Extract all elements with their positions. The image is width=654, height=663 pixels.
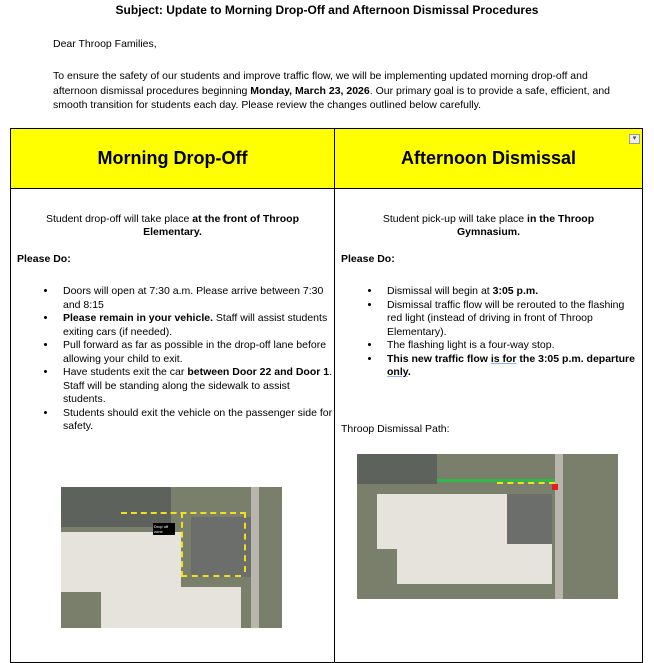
list-item: • Doors will open at 7:30 a.m. Please arrive between 7:30 and 8:15 xyxy=(57,285,334,312)
please-do-label: Please Do: xyxy=(17,253,71,265)
list-item: • Have students exit the car between Door 22 and Door 1. Staff will be standing along the sidewalk to assist students. xyxy=(57,366,334,407)
list-item: • Dismissal traffic flow will be rerouted to the flashing red light (instead of driving in front of Throop Elementary). xyxy=(381,299,642,340)
dropoff-zone-label: Drop off zone xyxy=(153,523,175,535)
morning-cell xyxy=(11,189,335,663)
dismissal-path-label: Throop Dismissal Path: xyxy=(341,423,450,435)
dropoff-map-image xyxy=(61,487,282,628)
intro-paragraph xyxy=(53,69,613,113)
dismissal-map-image xyxy=(357,454,618,599)
afternoon-cell xyxy=(335,189,643,663)
table-dropdown-icon[interactable]: ▾ xyxy=(629,134,640,144)
list-item: • This new traffic flow is for the 3:05 p.m. departure only. xyxy=(381,353,642,380)
list-item: • Dismissal will begin at 3:05 p.m. xyxy=(381,285,642,299)
subject-heading: Subject: Update to Morning Drop-Off and Afternoon Dismissal Procedures xyxy=(115,3,539,17)
start-date: Monday, March 23, 2026 xyxy=(250,84,370,97)
intro-text: . Our primary goal is to provide a safe, efficient, and smooth transition for students each day. Please review the changes outlined below carefully. xyxy=(53,84,610,111)
list-item: • Students should exit the vehicle on the passenger side for safety. xyxy=(57,407,334,434)
afternoon-header: Afternoon Dismissal xyxy=(335,129,643,189)
afternoon-lead: Student pick-up will take place in the Throop Gymnasium. xyxy=(382,213,595,238)
greeting: Dear Throop Families, xyxy=(53,38,157,50)
morning-header: Morning Drop-Off xyxy=(11,129,335,189)
procedures-table xyxy=(10,128,643,663)
afternoon-list xyxy=(363,285,642,380)
intro-text: To ensure the safety of our students and improve traffic flow, we will be implementing updated morning drop-off and afternoon dismissal procedures beginning xyxy=(53,70,588,97)
morning-lead: Student drop-off will take place at the front of Throop Elementary. xyxy=(45,213,300,238)
please-do-label: Please Do: xyxy=(341,253,395,265)
list-item: • Please remain in your vehicle. Staff will assist students exiting cars (if needed). xyxy=(57,312,334,339)
list-item: • The flashing light is a four-way stop. xyxy=(381,339,642,353)
list-item: • Pull forward as far as possible in the drop-off lane before allowing your child to exit. xyxy=(57,339,334,366)
morning-list xyxy=(39,285,334,434)
